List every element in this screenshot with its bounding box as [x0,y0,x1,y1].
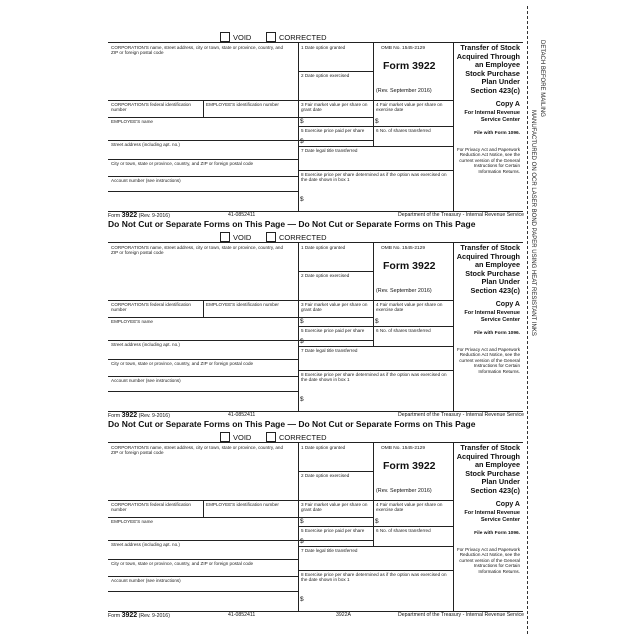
box1-label: 1 Date option granted [301,245,346,250]
copy-label: Copy A [495,301,520,308]
footer-form-word: Form [108,613,121,619]
do-not-cut-warning: Do Not Cut or Separate Forms on This Page — Do Not Cut or Separate Forms on This Page [108,219,476,229]
box6-label: 6 No. of shares transferred [376,528,431,533]
form-copy-1 [108,32,523,232]
box5-label: 5 Exercise price paid per share [301,528,365,533]
box5-dollar: $ [300,538,304,545]
form-number: Form 3922 [383,260,436,272]
employee-name-label: EMPLOYEE'S name [111,319,153,324]
form-title: Transfer of Stock Acquired Through an Employee Stock Purchase Plan Under Section 423(c) [456,443,520,495]
box1-label: 1 Date option granted [301,45,346,50]
void-label: VOID [233,32,252,42]
street-address-label: Street address (including apt. no.) [111,142,180,147]
box6-label: 6 No. of shares transferred [376,128,431,133]
form-title: Transfer of Stock Acquired Through an Employee Stock Purchase Plan Under Section 423(c) [456,43,520,95]
manufactured-note: MANUFACTURED ON OCR LASER BOND PAPER USING HEAT RESISTANT INKS [530,110,536,336]
city-label: City or town, state or province, country, and ZIP or foreign postal code [111,561,254,566]
void-box[interactable] [220,32,230,42]
void-checkbox[interactable] [220,32,251,42]
void-label: VOID [233,432,252,442]
box4-label: 4 Fair market value per share on exercise date [376,302,443,313]
copy-destination: For Internal Revenue Service Center [464,510,520,523]
form-revision: (Rev. September 2016) [376,488,432,494]
form-grid [108,42,523,212]
box4-label: 4 Fair market value per share on exercise date [376,102,443,113]
void-box[interactable] [220,432,230,442]
footer-form-word: Form [108,413,121,419]
void-label: VOID [233,232,252,242]
privacy-notice: For Privacy Act and Paperwork Reduction Act Notice, see the current version of the General Instructions for Certain Information Returns. [456,147,520,174]
footer-form-number: 3922 [121,212,138,219]
box4-dollar: $ [375,318,379,325]
footer-form-number: 3922 [121,612,138,619]
copy-destination: For Internal Revenue Service Center [464,310,520,323]
form-revision: (Rev. September 2016) [376,288,432,294]
form-number: Form 3922 [383,460,436,472]
privacy-notice: For Privacy Act and Paperwork Reduction Act Notice, see the current version of the General Instructions for Certain Information Returns. [456,547,520,574]
omb-number: OMB No. 1545-2129 [381,46,425,51]
footer-department: Department of the Treasury - Internal Revenue Service [398,212,525,218]
box8-label: 8 Exercise price per share determined as if the option was exercised on the date shown in box 1 [301,172,447,183]
employee-id-label: EMPLOYEE'S identification number [206,302,279,307]
corporation-id-label: CORPORATION'S federal identification number [111,302,191,313]
corporation-name-label: CORPORATION'S name, street address, city or town, state or province, country, and ZIP or foreign postal code [111,245,284,256]
footer-cat: 3922A [336,612,352,618]
box3-dollar: $ [300,318,304,325]
box4-label: 4 Fair market value per share on exercise date [376,502,443,513]
street-address-label: Street address (including apt. no.) [111,542,180,547]
footer-form-number: 3922 [121,412,138,419]
box3-dollar: $ [300,518,304,525]
box8-dollar: $ [300,196,304,203]
footer-revision: (Rev. 9-2016) [138,213,170,219]
corrected-checkbox[interactable] [266,32,327,42]
account-number-label: Account number (see instructions) [111,178,181,183]
footer-form-id [108,412,170,419]
void-box[interactable] [220,232,230,242]
footer-form-id [108,212,170,219]
box5-dollar: $ [300,138,304,145]
void-checkbox[interactable] [220,232,251,242]
box3-label: 3 Fair market value per share on grant date [301,302,368,313]
box2-label: 2 Date option exercised [301,473,350,478]
street-address-label: Street address (including apt. no.) [111,342,180,347]
box2-label: 2 Date option exercised [301,273,350,278]
box4-dollar: $ [375,518,379,525]
form-number: Form 3922 [383,60,436,72]
corrected-box[interactable] [266,432,276,442]
file-with-note: File with Form 1096. [474,531,520,536]
detach-note: DETACH BEFORE MAILING [539,40,545,117]
box8-label: 8 Exercise price per share determined as if the option was exercised on the date shown in box 1 [301,372,447,383]
account-number-label: Account number (see instructions) [111,378,181,383]
form-revision: (Rev. September 2016) [376,88,432,94]
footer-code: 41-0852411 [228,612,256,618]
box7-label: 7 Date legal title transferred [301,548,358,553]
box3-label: 3 Fair market value per share on grant date [301,502,368,513]
footer-department: Department of the Treasury - Internal Revenue Service [398,612,525,618]
box2-label: 2 Date option exercised [301,73,350,78]
box5-dollar: $ [300,338,304,345]
corrected-label: CORRECTED [279,32,327,42]
box3-dollar: $ [300,118,304,125]
box3-label: 3 Fair market value per share on grant date [301,102,368,113]
box5-label: 5 Exercise price paid per share [301,328,365,333]
privacy-notice: For Privacy Act and Paperwork Reduction Act Notice, see the current version of the General Instructions for Certain Information Returns. [456,347,520,374]
box4-dollar: $ [375,118,379,125]
corporation-id-label: CORPORATION'S federal identification number [111,502,191,513]
corporation-id-label: CORPORATION'S federal identification number [111,102,191,113]
box1-label: 1 Date option granted [301,445,346,450]
copy-label: Copy A [495,501,520,508]
form-title: Transfer of Stock Acquired Through an Employee Stock Purchase Plan Under Section 423(c) [456,243,520,295]
footer-code: 41-0852411 [228,412,256,418]
void-checkbox[interactable] [220,432,251,442]
employee-id-label: EMPLOYEE'S identification number [206,102,279,107]
corrected-box[interactable] [266,32,276,42]
footer-form-id [108,612,170,619]
footer-code: 41-0852411 [228,212,256,218]
box8-dollar: $ [300,396,304,403]
box6-label: 6 No. of shares transferred [376,328,431,333]
form-copy-2 [108,232,523,432]
perforation-line [527,6,528,634]
footer-department: Department of the Treasury - Internal Revenue Service [398,412,525,418]
box5-label: 5 Exercise price paid per share [301,128,365,133]
box7-label: 7 Date legal title transferred [301,348,358,353]
box8-label: 8 Exercise price per share determined as if the option was exercised on the date shown in box 1 [301,572,447,583]
footer-revision: (Rev. 9-2016) [138,613,170,619]
box8-dollar: $ [300,596,304,603]
corrected-label: CORRECTED [279,232,327,242]
box7-label: 7 Date legal title transferred [301,148,358,153]
corrected-checkbox[interactable] [266,432,327,442]
corporation-name-label: CORPORATION'S name, street address, city or town, state or province, country, and ZIP or foreign postal code [111,445,284,456]
employee-id-label: EMPLOYEE'S identification number [206,502,279,507]
form-grid [108,442,523,612]
corrected-checkbox[interactable] [266,232,327,242]
form-grid [108,242,523,412]
account-number-label: Account number (see instructions) [111,578,181,583]
corrected-label: CORRECTED [279,432,327,442]
form-copy-3 [108,432,523,632]
corporation-name-label: CORPORATION'S name, street address, city or town, state or province, country, and ZIP or foreign postal code [111,45,284,56]
corrected-box[interactable] [266,232,276,242]
copy-label: Copy A [495,101,520,108]
city-label: City or town, state or province, country, and ZIP or foreign postal code [111,161,254,166]
employee-name-label: EMPLOYEE'S name [111,119,153,124]
file-with-note: File with Form 1096. [474,331,520,336]
file-with-note: File with Form 1096. [474,131,520,136]
do-not-cut-warning: Do Not Cut or Separate Forms on This Page — Do Not Cut or Separate Forms on This Page [108,419,476,429]
footer-form-word: Form [108,213,121,219]
omb-number: OMB No. 1545-2129 [381,446,425,451]
footer-revision: (Rev. 9-2016) [138,413,170,419]
copy-destination: For Internal Revenue Service Center [464,110,520,123]
omb-number: OMB No. 1545-2129 [381,246,425,251]
city-label: City or town, state or province, country, and ZIP or foreign postal code [111,361,254,366]
employee-name-label: EMPLOYEE'S name [111,519,153,524]
